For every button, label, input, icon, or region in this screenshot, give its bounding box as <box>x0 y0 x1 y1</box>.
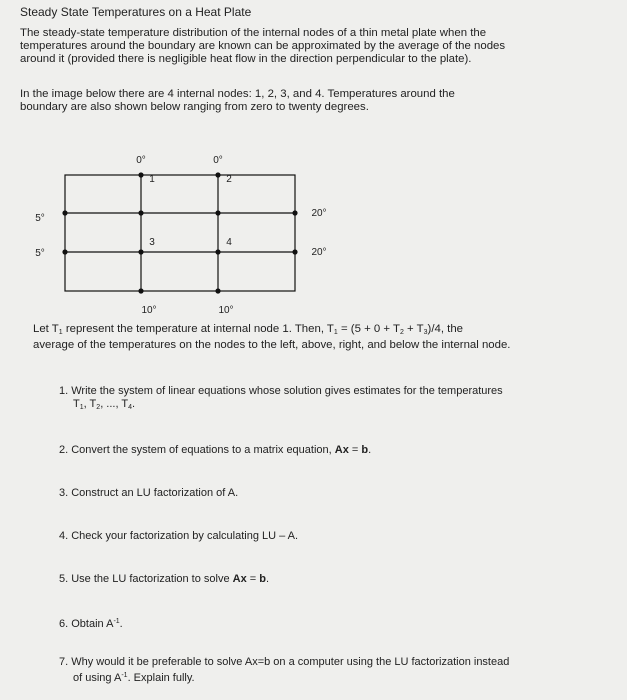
question-text: , T <box>83 398 97 410</box>
left-boundary-label: 5° <box>35 213 45 224</box>
boundary-node <box>138 172 143 177</box>
subscript: 2 <box>399 329 404 336</box>
subscript: 2 <box>96 404 101 411</box>
question-text: T <box>73 398 80 410</box>
question-7-line: 7. Why would it be preferable to solve Ax=b on a computer using the LU factorization instead <box>59 656 510 668</box>
intro-line: temperatures around the boundary are known can be approximated by the average of the nodes <box>20 40 506 52</box>
boundary-node <box>62 210 67 215</box>
right-boundary-label: 20° <box>311 208 327 219</box>
superscript: -1 <box>121 672 128 679</box>
internal-node <box>138 249 143 254</box>
right-boundary-label: 20° <box>311 247 327 258</box>
boundary-node <box>138 288 143 293</box>
question-text: b <box>259 573 266 585</box>
explanation-line <box>33 323 510 339</box>
subscript: 1 <box>79 404 84 411</box>
boundary-node <box>215 172 220 177</box>
question-text: . <box>266 573 270 585</box>
node-label-3: 3 <box>149 237 155 248</box>
internal-node <box>215 249 220 254</box>
top-boundary-label: 0° <box>136 155 146 166</box>
node-label-1: 1 <box>149 174 155 185</box>
explanation-paragraph <box>33 323 510 352</box>
question-6 <box>59 615 123 631</box>
question-text: Ax <box>334 444 349 456</box>
explanation-text: = (5 + 0 + T <box>337 323 400 335</box>
plate-outline <box>65 175 295 291</box>
subscript: 1 <box>58 329 63 336</box>
page-title: Steady State Temperatures on a Heat Plate <box>20 5 252 19</box>
explanation-text: )/4, the <box>427 323 463 335</box>
question-2 <box>59 444 371 457</box>
node-label-2: 2 <box>226 174 232 185</box>
boundary-node <box>292 249 297 254</box>
internal-node <box>138 210 143 215</box>
subscript: 4 <box>128 404 133 411</box>
question-3: 3. Construct an LU factorization of A. <box>59 487 239 499</box>
question-text: = <box>246 573 260 585</box>
question-text: Ax <box>232 573 247 585</box>
intro-line: around it (provided there is negligible heat flow in the direction perpendicular to the plate). <box>20 53 472 65</box>
node-label-4: 4 <box>226 237 232 248</box>
question-4: 4. Check your factorization by calculating LU – A. <box>59 530 299 542</box>
bottom-boundary-label: 10° <box>141 305 157 316</box>
question-text: 5. Use the LU factorization to solve <box>59 573 233 585</box>
explanation-text: represent the temperature at internal node 1. Then, T <box>62 323 334 335</box>
question-text: of using A <box>73 672 122 684</box>
boundary-node <box>62 249 67 254</box>
explanation-line: average of the temperatures on the nodes to the left, above, right, and below the internal node. <box>33 339 511 351</box>
image-description-line: boundary are also shown below ranging from zero to twenty degrees. <box>20 101 369 113</box>
left-boundary-label: 5° <box>35 248 45 259</box>
question-text: . <box>119 618 123 630</box>
question-7 <box>59 656 509 685</box>
explanation-text: Let T <box>33 323 59 335</box>
question-text: b <box>361 444 369 456</box>
subscript: 3 <box>423 329 428 336</box>
question-text: , ..., T <box>100 398 129 410</box>
question-text: . Explain fully. <box>127 672 195 684</box>
explanation-text: + T <box>403 323 424 335</box>
question-5 <box>59 573 269 586</box>
question-text: 2. Convert the system of equations to a matrix equation, <box>59 444 335 456</box>
bottom-boundary-label: 10° <box>218 305 234 316</box>
question-text: . <box>368 444 372 456</box>
internal-node <box>215 210 220 215</box>
question-1 <box>59 385 503 414</box>
boundary-node <box>215 288 220 293</box>
intro-line: The steady-state temperature distribution of the internal nodes of a thin metal plate when the <box>20 27 487 39</box>
question-1-line <box>59 398 503 414</box>
question-text: . <box>132 398 136 410</box>
top-boundary-label: 0° <box>213 155 223 166</box>
question-7-line <box>59 669 509 685</box>
subscript: 1 <box>333 329 338 336</box>
question-text: 6. Obtain A <box>59 618 114 630</box>
superscript: -1 <box>113 618 120 625</box>
boundary-node <box>292 210 297 215</box>
image-description-line: In the image below there are 4 internal nodes: 1, 2, 3, and 4. Temperatures around the <box>20 88 455 100</box>
question-1-line: 1. Write the system of linear equations whose solution gives estimates for the temperatures <box>59 385 503 397</box>
question-text: = <box>348 444 362 456</box>
